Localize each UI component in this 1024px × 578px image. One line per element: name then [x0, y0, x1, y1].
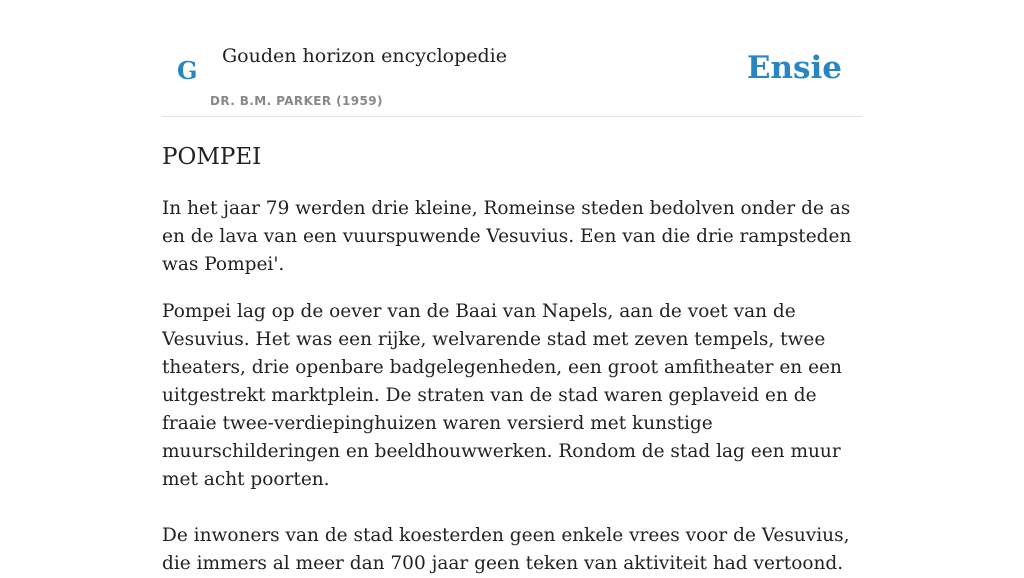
header	[162, 0, 862, 117]
ensie-logo-link[interactable]: Ensie	[746, 50, 842, 86]
encyclopedia-logo[interactable]: G	[177, 56, 198, 85]
paragraph-1: In het jaar 79 werden drie kleine, Romeinse steden bedolven onder de as en de lava van een vuurspuwende Vesuvius. Een van die drie rampsteden was Pompei'.	[162, 198, 852, 275]
encyclopedia-title[interactable]: Gouden horizon encyclopedie	[222, 45, 507, 67]
paragraph-3: De inwoners van de stad koesterden geen enkele vrees voor de Vesuvius, die immers al meer dan 700 jaar geen teken van aktiviteit had vertoond.	[162, 525, 850, 574]
paragraph-2: Pompei lag op de oever van de Baai van Napels, aan de voet van de Vesuvius. Het was een rijke, welvarende stad met zeven tempels, twee theaters, drie openbare badgelegenheden, een groot amfitheater en een uitgestrekt marktplein. De straten van de stad waren geplaveid en de fraaie twee-verdiepinghuizen waren versierd met kunstige muurschilderingen en beeldhouwwerken. Rondom de stad lag een muur met acht poorten.	[162, 301, 842, 490]
author-line: DR. B.M. PARKER (1959)	[210, 94, 383, 108]
page-container	[162, 0, 862, 578]
article-title: POMPEI	[162, 144, 262, 170]
